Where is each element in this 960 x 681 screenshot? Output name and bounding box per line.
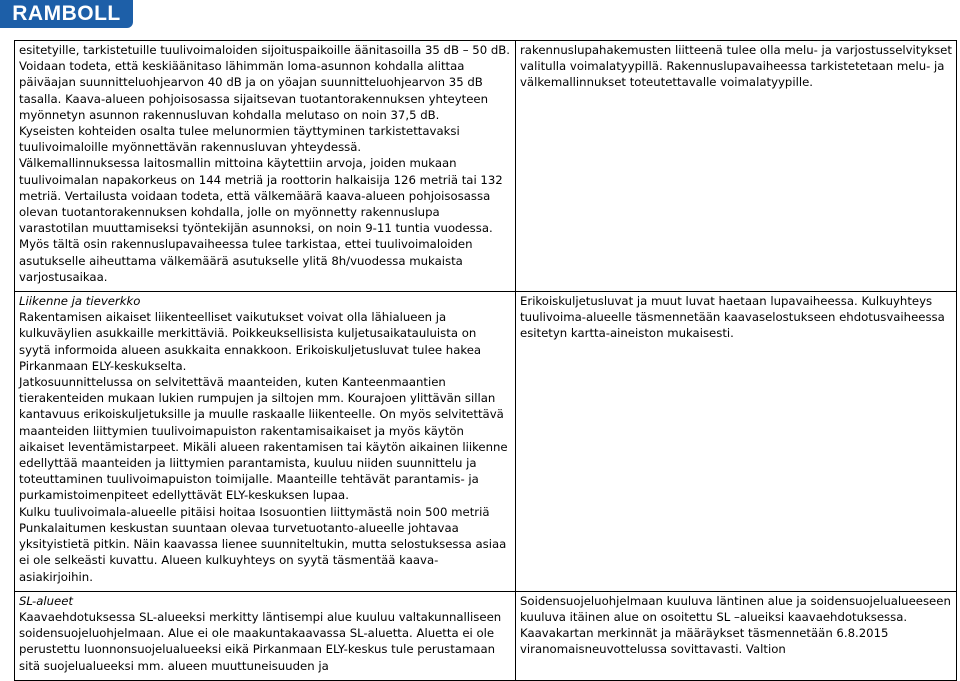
paragraph: rakennuslupahakemusten liitteenä tulee olla melu- ja varjostusselvitykset valitulla voimalatyypillä. Rakennuslupavaiheessa tarkistetetaan melu- ja välkemallinnukset toteutettavalle voimalatyypille. bbox=[520, 43, 952, 90]
paragraph: Kulku tuulivoimala-alueelle pitäisi hoitaa Isosuontien liittymästä noin 500 metriä Punkalaitumen keskustan suuntaan olevaa turvetuotanto-alueelle johtavaa yksityistietä pitkin. Näin kaavassa lienee suunniteltukin, mutta selostuksessa asiaa ei ole selkeästi kuvattu. Alueen kulkuyhteys on syytä täsmentää kaava-asiakirjoihin. bbox=[19, 504, 507, 584]
paragraph: Rakentamisen aikaiset liikenteelliset vaikutukset voivat olla lähialueen ja kulkuväylien asukkaille merkittäviä. Poikkeuksellisista kuljetusaikatauluista on syytä informoida alueen asukkaita ennakkoon. Erikoiskuljetusluvat tulee hakea Pirkanmaan ELY-keskukselta. bbox=[19, 310, 482, 373]
response-cell bbox=[516, 41, 957, 292]
section-heading: Liikenne ja tieverkko bbox=[19, 294, 141, 309]
response-cell bbox=[516, 292, 957, 592]
paragraph: Soidensuojeluohjelmaan kuuluva läntinen alue ja soidensuojelualueeseen kuuluva itäinen alue on osoitettu SL –alueiksi kaavaehdotuksessa. Kaavakartan merkinnät ja määräykset täsmennetään 6.8.2015 viranomaisneuvottelussa sovittavasti. Valtion bbox=[520, 593, 951, 657]
paragraph: Välkemallinnuksessa laitosmallin mittoina käytettiin arvoja, joiden mukaan tuulivoimalan napakorkeus on 144 metriä ja roottorin halkaisija 126 metriä tai 132 metriä. Vertailusta voidaan todeta, että välkemäärä kaava-alueen pohjoisosassa olevan tuotantorakennuksen kohdalla, jolle on myönnetty rakennuslupa varastotilan muuttamiseksi työntekijän asunnoksi, on noin 9-11 tuntia vuodessa. Myös tältä osin rakennuslupavaiheessa tulee tarkistaa, ettei tuulivoimaloiden asutukselle aiheuttama välkemäärä asutukselle ylitä 8h/vuodessa mukaista varjostusaikaa. bbox=[19, 156, 503, 284]
section-heading: SL-alueet bbox=[19, 593, 74, 608]
paragraph: Erikoiskuljetusluvat ja muut luvat haetaan lupavaiheessa. Kulkuyhteys tuulivoima-alueelle täsmennetään kaavaselostukseen ehdotusvaiheessa esitetyn kartta-aineiston mukaisesti. bbox=[520, 294, 945, 341]
comment-response-table bbox=[14, 40, 957, 681]
logo-text: RAMBOLL bbox=[12, 2, 121, 25]
response-cell bbox=[516, 591, 957, 680]
ramboll-logo bbox=[0, 0, 133, 28]
comment-cell bbox=[15, 591, 516, 680]
paragraph: Kyseisten kohteiden osalta tulee melunormien täyttyminen tarkistettavaksi tuulivoimaloille myönnettävän rakennusluvan yhteydessä. bbox=[19, 124, 460, 155]
paragraph: Jatkosuunnittelussa on selvitettävä maanteiden, kuten Kanteenmaantien tierakenteiden mukaan lukien rumpujen ja siltojen mm. Kourajoen ylittävän sillan kantavuus erikoiskuljetuksille ja muulle raskaalle liikenteelle. On myös selvitettävä maanteiden liittymien tuulivoimapuiston rakentamisaikaiset ja myös käytön aikaiset leventämistarpeet. Mikäli alueen rakentamisen tai käytön aikainen liikenne edellyttää maanteiden ja liittymien parantamista, kuuluu niiden suunnittelu ja toteuttaminen tuulivoimapuiston toimijalle. Maanteille tehtävät parantamis- ja purkamistoimenpiteet edellyttävät ELY-keskuksen lupaa. bbox=[19, 375, 508, 503]
comment-cell bbox=[15, 41, 516, 292]
logo-arc-icon bbox=[69, 0, 97, 6]
table-row bbox=[15, 591, 957, 680]
table-row bbox=[15, 41, 957, 292]
paragraph: esitetyille, tarkistetuille tuulivoimaloiden sijoituspaikoille äänitasoilla 35 dB – 50 dB. Voidaan todeta, että keskiäänitaso lähimmän loma-asunnon kohdalla alittaa päiväajan suunnitteluohjearvon 40 dB ja on yöajan suunnitteluohjearvon 35 dB tasalla. Kaava-alueen pohjoisosassa sijaitsevan tuotantorakennuksen yhteyteen myönnetyn asunnon rakennusluvan kohdalla melutaso on noin 37,5 dB. bbox=[19, 43, 511, 122]
table-row bbox=[15, 292, 957, 592]
paragraph: Kaavaehdotuksessa SL-alueeksi merkitty läntisempi alue kuuluu valtakunnalliseen soidensuojeluohjelmaan. Alue ei ole maakuntakaavassa SL-aluetta. Aluetta ei ole perustettu luonnonsuojelualueeksi eikä Pirkanmaan ELY-keskus tule perustamaan sitä suojelualueeksi mm. alueen muuttuneisuuden ja bbox=[19, 609, 502, 673]
comment-cell bbox=[15, 292, 516, 592]
